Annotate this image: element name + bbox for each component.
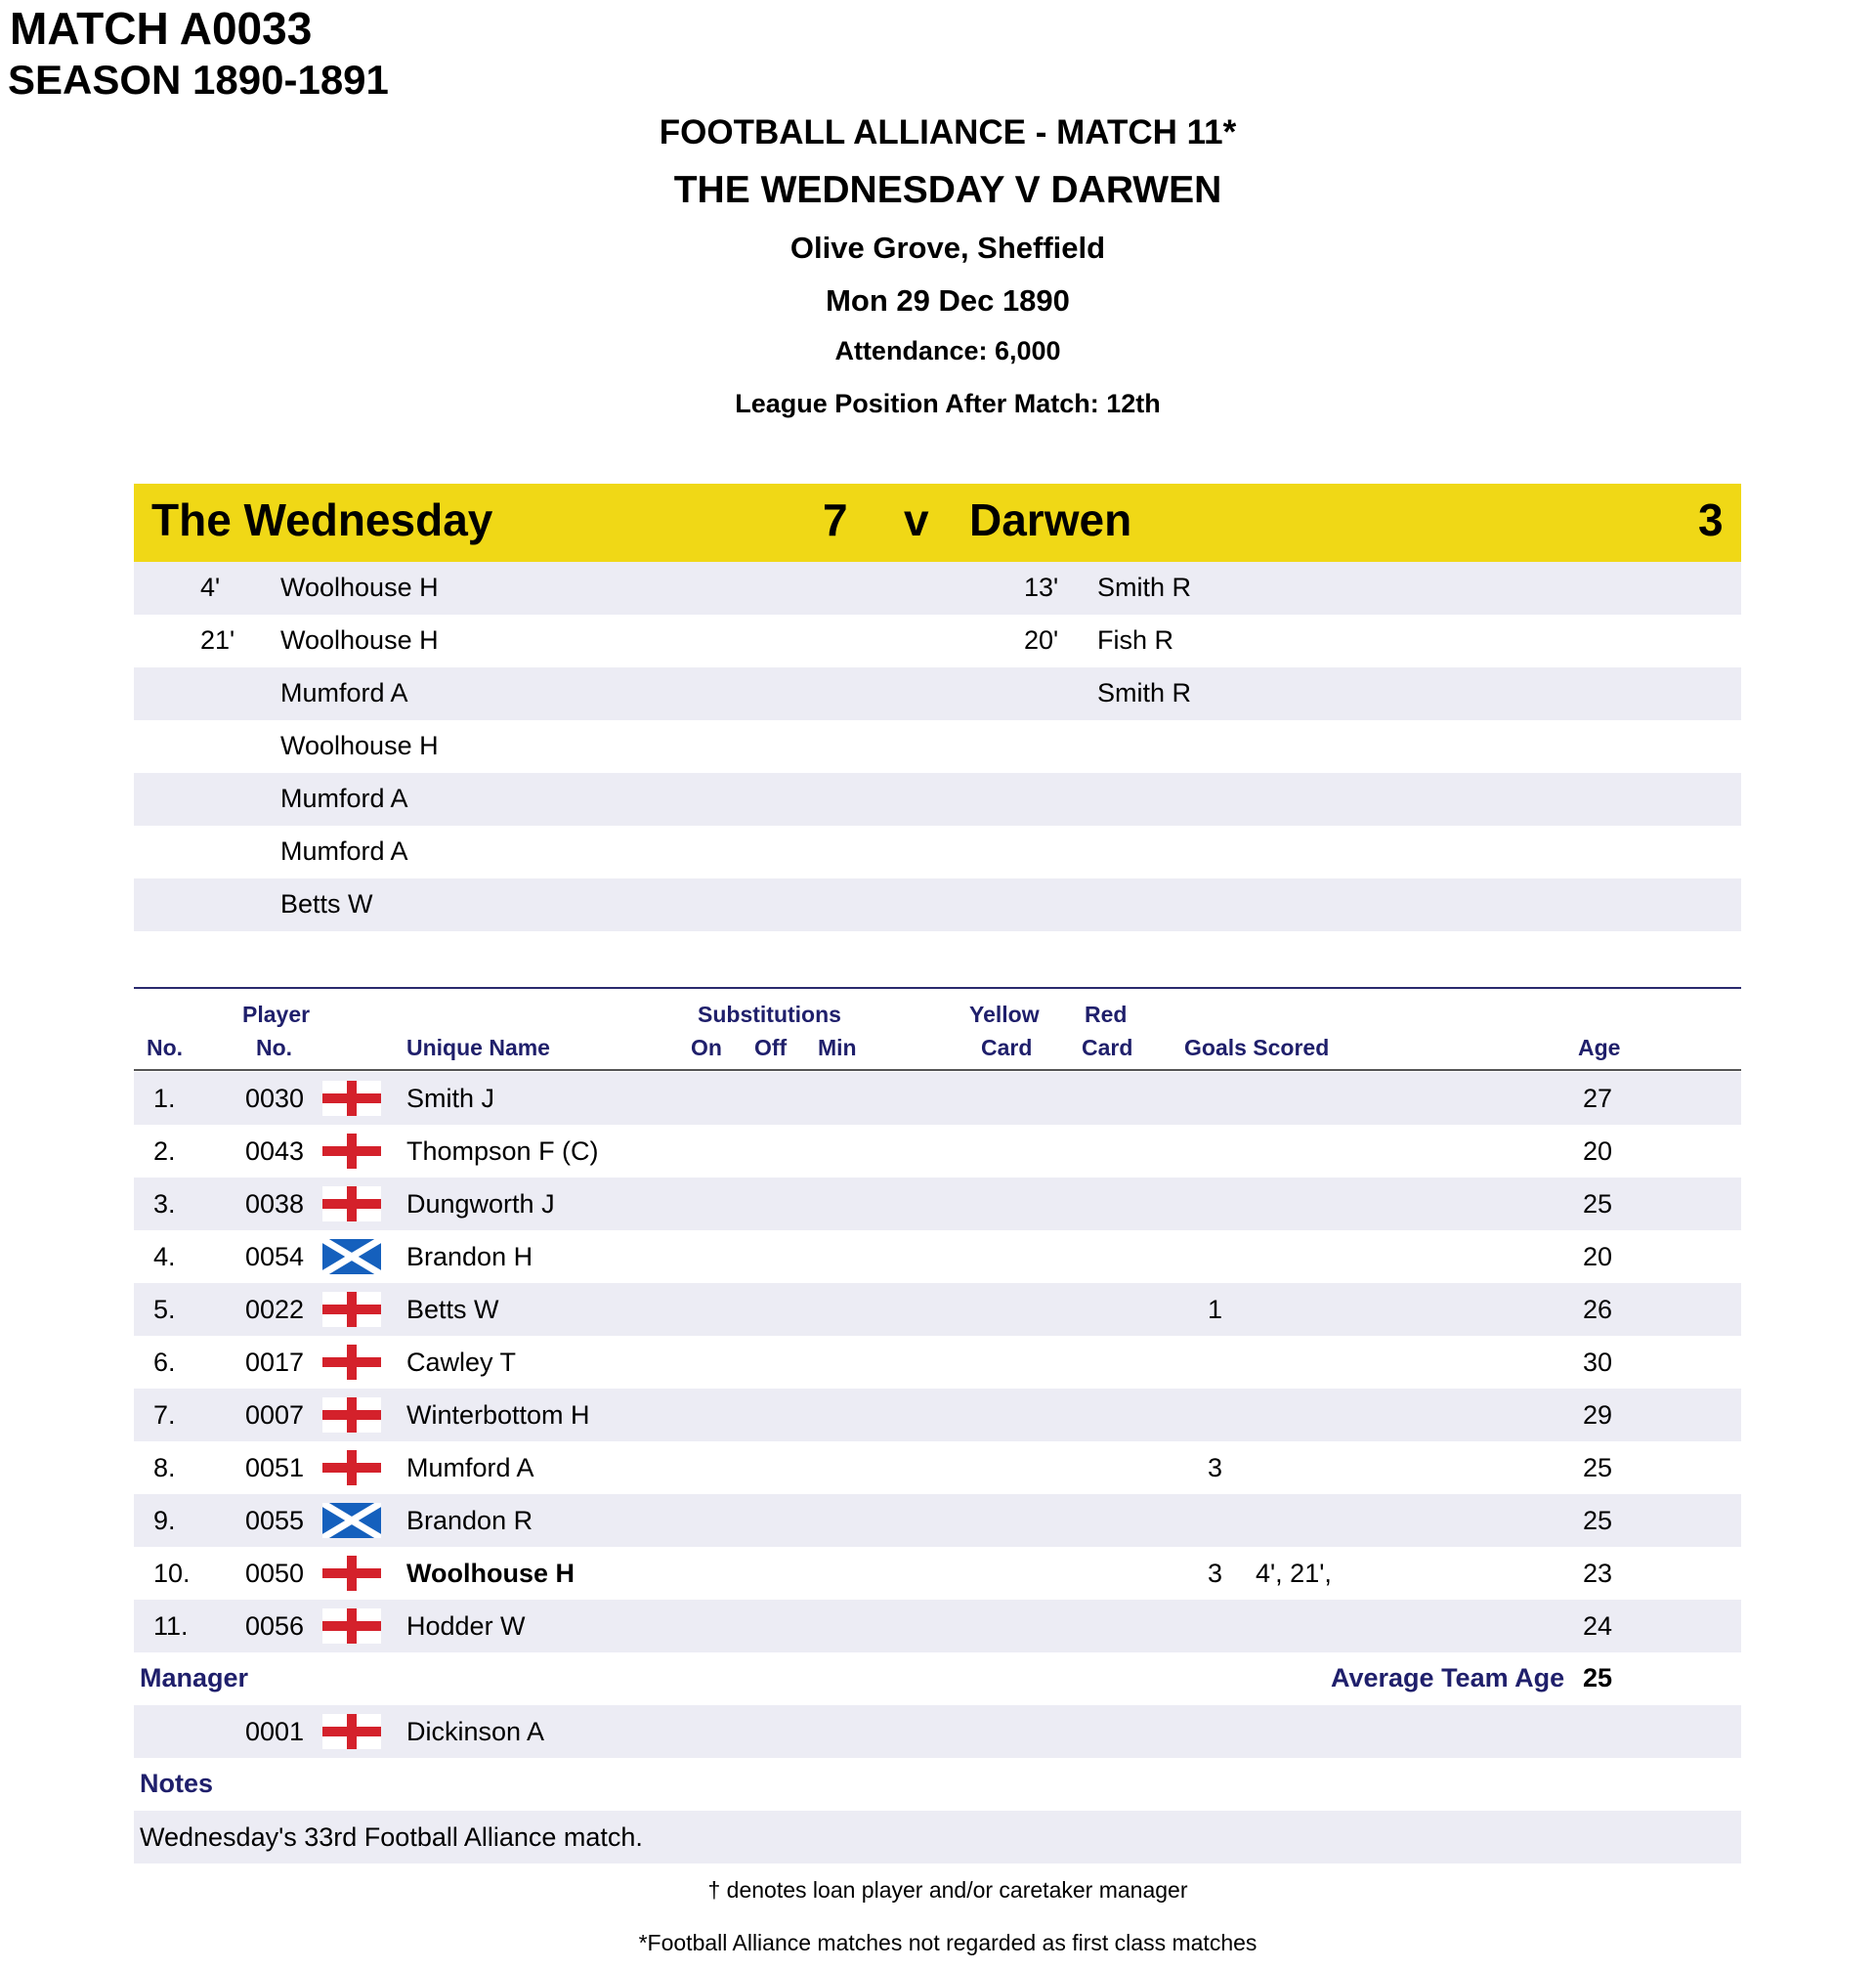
manager-name: Dickinson A [406, 1717, 545, 1746]
shirt-number: 4. [153, 1242, 176, 1271]
player-name: Winterbottom H [406, 1400, 590, 1430]
shirt-number: 10. [153, 1559, 191, 1588]
england-flag-icon [322, 1450, 381, 1485]
versus-label: v [904, 494, 929, 545]
shirt-number: 11. [153, 1611, 189, 1641]
player-age: 30 [1583, 1348, 1613, 1377]
col-yellow-bottom: Card [981, 1035, 1033, 1060]
player-name: Smith J [406, 1084, 495, 1113]
player-age: 25 [1583, 1453, 1613, 1482]
col-off: Off [754, 1035, 788, 1060]
season-label: SEASON 1890-1891 [8, 57, 389, 103]
home-scorer: Betts W [280, 889, 373, 919]
player-name: Hodder W [406, 1611, 526, 1641]
player-name: Cawley T [406, 1348, 517, 1377]
england-flag-icon [322, 1081, 381, 1116]
home-scorer: Woolhouse H [280, 731, 439, 760]
col-on: On [691, 1035, 722, 1060]
alliance-footnote: *Football Alliance matches not regarded as first class matches [638, 1930, 1258, 1955]
home-goal-minute: 4' [200, 573, 221, 602]
home-score: 7 [823, 494, 848, 545]
england-flag-icon [322, 1608, 381, 1644]
player-number: 0051 [245, 1453, 305, 1482]
england-flag-icon [322, 1292, 381, 1327]
player-name: Mumford A [406, 1453, 534, 1482]
shirt-number: 2. [153, 1136, 176, 1166]
fixture-title: THE WEDNESDAY V DARWEN [673, 169, 1222, 211]
attendance: Attendance: 6,000 [834, 336, 1061, 365]
home-scorer: Mumford A [280, 678, 408, 707]
manager-label: Manager [140, 1663, 249, 1692]
col-red-top: Red [1085, 1002, 1128, 1027]
goals-count: 3 [1208, 1453, 1223, 1482]
notes-label: Notes [140, 1769, 214, 1798]
player-name: Brandon R [406, 1506, 533, 1535]
average-age-label: Average Team Age [1331, 1663, 1565, 1692]
player-age: 25 [1583, 1189, 1613, 1219]
player-name: Brandon H [406, 1242, 533, 1271]
player-name: Betts W [406, 1295, 499, 1324]
goal-minutes: 4', 21', [1256, 1559, 1332, 1588]
away-goal-minute: 20' [1024, 625, 1059, 655]
home-scorer: Mumford A [280, 784, 408, 813]
player-number: 0030 [245, 1084, 305, 1113]
player-name: Thompson F (C) [406, 1136, 599, 1166]
col-unique-name: Unique Name [406, 1035, 550, 1060]
home-goal-minute: 21' [200, 625, 235, 655]
england-flag-icon [322, 1134, 381, 1169]
away-score: 3 [1698, 494, 1724, 545]
home-scorer: Woolhouse H [280, 625, 439, 655]
score-bar [134, 484, 1741, 562]
player-number: 0038 [245, 1189, 305, 1219]
shirt-number: 8. [153, 1453, 176, 1482]
player-name: Dungworth J [406, 1189, 555, 1219]
player-number: 0022 [245, 1295, 305, 1324]
col-min: Min [818, 1035, 857, 1060]
col-player-top: Player [242, 1002, 311, 1027]
player-number: 0056 [245, 1611, 305, 1641]
england-flag-icon [322, 1714, 381, 1749]
venue: Olive Grove, Sheffield [789, 231, 1106, 265]
col-subs: Substitutions [698, 1002, 841, 1027]
player-age: 20 [1583, 1136, 1613, 1166]
home-scorer: Woolhouse H [280, 573, 439, 602]
player-age: 25 [1583, 1506, 1613, 1535]
col-no: No. [147, 1035, 184, 1060]
col-player-bottom: No. [256, 1035, 293, 1060]
col-goals: Goals Scored [1184, 1035, 1330, 1060]
scorer-row-bg [134, 878, 1741, 931]
table-header-rule [134, 1069, 1741, 1071]
shirt-number: 1. [153, 1084, 176, 1113]
player-number: 0043 [245, 1136, 305, 1166]
england-flag-icon [322, 1556, 381, 1591]
goals-count: 3 [1208, 1559, 1223, 1588]
away-goal-minute: 13' [1024, 573, 1059, 602]
england-flag-icon [322, 1397, 381, 1433]
shirt-number: 7. [153, 1400, 176, 1430]
player-age: 26 [1583, 1295, 1613, 1324]
england-flag-icon [322, 1186, 381, 1221]
england-flag-icon [322, 1345, 381, 1380]
shirt-number: 6. [153, 1348, 176, 1377]
loan-footnote: † denotes loan player and/or caretaker manager [707, 1877, 1188, 1903]
shirt-number: 3. [153, 1189, 176, 1219]
player-age: 24 [1583, 1611, 1613, 1641]
player-number: 0054 [245, 1242, 305, 1271]
match-id: MATCH A0033 [10, 3, 313, 54]
player-age: 23 [1583, 1559, 1613, 1588]
player-age: 20 [1583, 1242, 1613, 1271]
away-scorer: Fish R [1097, 625, 1174, 655]
table-top-rule [134, 987, 1741, 989]
player-age: 29 [1583, 1400, 1613, 1430]
league-position: League Position After Match: 12th [735, 389, 1161, 418]
away-scorer: Smith R [1097, 678, 1192, 707]
shirt-number: 5. [153, 1295, 176, 1324]
player-number: 0050 [245, 1559, 305, 1588]
competition-title: FOOTBALL ALLIANCE - MATCH 11* [659, 113, 1237, 151]
away-team: Darwen [969, 494, 1132, 545]
manager-player-no: 0001 [245, 1717, 305, 1746]
player-number: 0007 [245, 1400, 305, 1430]
player-age: 27 [1583, 1084, 1613, 1113]
match-date: Mon 29 Dec 1890 [826, 283, 1070, 318]
home-team: The Wednesday [151, 494, 493, 545]
player-number: 0055 [245, 1506, 305, 1535]
player-name: Woolhouse H [406, 1559, 575, 1588]
scotland-flag-icon [322, 1503, 381, 1538]
away-scorer: Smith R [1097, 573, 1192, 602]
scotland-flag-icon [322, 1239, 381, 1274]
col-age: Age [1578, 1035, 1621, 1060]
col-red-bottom: Card [1082, 1035, 1133, 1060]
notes-text: Wednesday's 33rd Football Alliance match. [140, 1822, 643, 1852]
average-age-value: 25 [1583, 1663, 1613, 1692]
col-yellow-top: Yellow [969, 1002, 1040, 1027]
home-scorer: Mumford A [280, 836, 408, 866]
goals-count: 1 [1208, 1295, 1223, 1324]
player-number: 0017 [245, 1348, 305, 1377]
shirt-number: 9. [153, 1506, 176, 1535]
